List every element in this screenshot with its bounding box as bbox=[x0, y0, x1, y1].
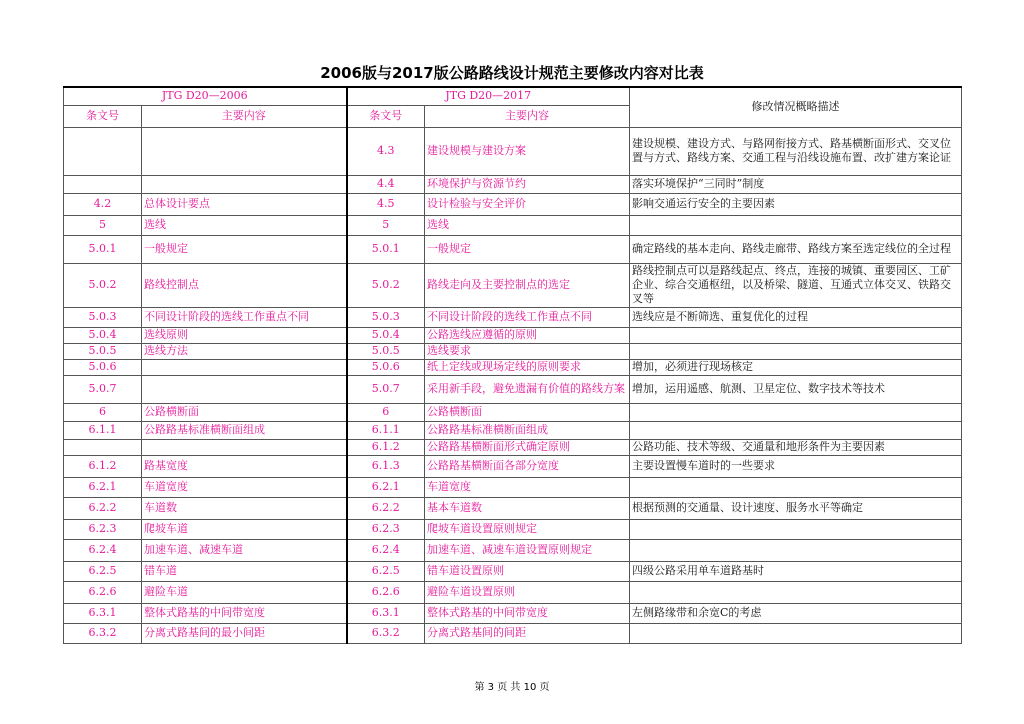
desc-cell: 公路功能、技术等级、交通量和地形条件为主要因素 bbox=[630, 439, 962, 455]
content-new-cell: 环境保护与资源节约 bbox=[425, 175, 630, 193]
content-old-cell: 错车道 bbox=[142, 561, 347, 581]
content-new-cell: 一般规定 bbox=[425, 235, 630, 263]
desc-cell bbox=[630, 215, 962, 235]
desc-cell: 落实环境保护“三同时”制度 bbox=[630, 175, 962, 193]
clause-old-cell: 6.2.3 bbox=[64, 519, 142, 539]
table-row bbox=[64, 235, 962, 263]
table-row bbox=[64, 603, 962, 623]
clause-old-cell bbox=[64, 175, 142, 193]
clause-new-cell: 5.0.4 bbox=[347, 327, 425, 343]
table-row bbox=[64, 327, 962, 343]
clause-old-cell: 6.2.2 bbox=[64, 497, 142, 519]
clause-new-cell: 6.3.2 bbox=[347, 623, 425, 643]
content-new-cell: 路线走向及主要控制点的选定 bbox=[425, 263, 630, 307]
content-old-cell: 公路横断面 bbox=[142, 403, 347, 421]
content-new-cell: 建设规模与建设方案 bbox=[425, 127, 630, 175]
content-old-cell: 爬坡车道 bbox=[142, 519, 347, 539]
content-old-cell: 选线 bbox=[142, 215, 347, 235]
clause-new-cell: 5.0.5 bbox=[347, 343, 425, 359]
content-old-cell: 车道数 bbox=[142, 497, 347, 519]
page-title: 2006版与2017版公路路线设计规范主要修改内容对比表 bbox=[320, 64, 704, 82]
table-row bbox=[64, 561, 962, 581]
desc-cell bbox=[630, 539, 962, 561]
header-desc: 修改情况概略描述 bbox=[630, 87, 962, 127]
content-new-cell: 选线 bbox=[425, 215, 630, 235]
table-row bbox=[64, 421, 962, 439]
content-old-cell bbox=[142, 439, 347, 455]
clause-old-cell: 5.0.5 bbox=[64, 343, 142, 359]
table-row bbox=[64, 343, 962, 359]
content-new-cell: 公路选线应遵循的原则 bbox=[425, 327, 630, 343]
desc-cell bbox=[630, 327, 962, 343]
table-row bbox=[64, 519, 962, 539]
content-new-cell: 整体式路基的中间带宽度 bbox=[425, 603, 630, 623]
clause-new-cell: 5.0.1 bbox=[347, 235, 425, 263]
content-old-cell: 分离式路基间的最小间距 bbox=[142, 623, 347, 643]
header-content-new: 主要内容 bbox=[425, 105, 630, 127]
content-old-cell: 避险车道 bbox=[142, 581, 347, 603]
clause-old-cell: 6 bbox=[64, 403, 142, 421]
header-row-standards bbox=[64, 87, 962, 105]
clause-old-cell: 6.2.1 bbox=[64, 477, 142, 497]
desc-cell bbox=[630, 519, 962, 539]
content-old-cell: 路线控制点 bbox=[142, 263, 347, 307]
header-content-old: 主要内容 bbox=[142, 105, 347, 127]
desc-cell: 路线控制点可以是路线起点、终点，连接的城镇、重要园区、工矿企业、综合交通枢纽，以及桥梁、隧道、互通式立体交叉、铁路交叉等 bbox=[630, 263, 962, 307]
table-row bbox=[64, 375, 962, 403]
clause-new-cell: 5.0.7 bbox=[347, 375, 425, 403]
page-footer: 第 3 页 共 10 页 bbox=[474, 682, 550, 693]
desc-cell bbox=[630, 403, 962, 421]
content-new-cell: 分离式路基间的间距 bbox=[425, 623, 630, 643]
content-new-cell: 爬坡车道设置原则规定 bbox=[425, 519, 630, 539]
clause-old-cell: 5 bbox=[64, 215, 142, 235]
content-new-cell: 不同设计阶段的选线工作重点不同 bbox=[425, 307, 630, 327]
clause-old-cell: 4.2 bbox=[64, 193, 142, 215]
desc-cell bbox=[630, 623, 962, 643]
header-clause-old: 条文号 bbox=[64, 105, 142, 127]
content-new-cell: 纸上定线或现场定线的原则要求 bbox=[425, 359, 630, 375]
clause-old-cell: 6.3.1 bbox=[64, 603, 142, 623]
content-new-cell: 加速车道、减速车道设置原则规定 bbox=[425, 539, 630, 561]
content-old-cell: 加速车道、减速车道 bbox=[142, 539, 347, 561]
desc-cell: 四级公路采用单车道路基时 bbox=[630, 561, 962, 581]
clause-new-cell: 6.1.1 bbox=[347, 421, 425, 439]
clause-old-cell bbox=[64, 439, 142, 455]
comparison-table bbox=[63, 86, 962, 644]
content-new-cell: 避险车道设置原则 bbox=[425, 581, 630, 603]
desc-cell: 主要设置慢车道时的一些要求 bbox=[630, 455, 962, 477]
clause-old-cell bbox=[64, 127, 142, 175]
content-new-cell: 公路路基横断面各部分宽度 bbox=[425, 455, 630, 477]
clause-old-cell: 5.0.1 bbox=[64, 235, 142, 263]
clause-new-cell: 4.4 bbox=[347, 175, 425, 193]
clause-new-cell: 6.2.2 bbox=[347, 497, 425, 519]
clause-new-cell: 6.2.4 bbox=[347, 539, 425, 561]
table-row bbox=[64, 175, 962, 193]
content-old-cell: 总体设计要点 bbox=[142, 193, 347, 215]
content-old-cell: 公路路基标准横断面组成 bbox=[142, 421, 347, 439]
desc-cell bbox=[630, 581, 962, 603]
desc-cell: 选线应是不断筛选、重复优化的过程 bbox=[630, 307, 962, 327]
header-clause-new: 条文号 bbox=[347, 105, 425, 127]
desc-cell bbox=[630, 343, 962, 359]
desc-cell: 影响交通运行安全的主要因素 bbox=[630, 193, 962, 215]
content-old-cell: 一般规定 bbox=[142, 235, 347, 263]
clause-new-cell: 6.1.3 bbox=[347, 455, 425, 477]
table-row bbox=[64, 307, 962, 327]
desc-cell: 建设规模、建设方式、与路网衔接方式、路基横断面形式、交叉位置与方式、路线方案、交通工程与沿线设施布置、改扩建方案论证 bbox=[630, 127, 962, 175]
content-old-cell: 不同设计阶段的选线工作重点不同 bbox=[142, 307, 347, 327]
clause-new-cell: 4.3 bbox=[347, 127, 425, 175]
table-row bbox=[64, 193, 962, 215]
content-old-cell: 选线原则 bbox=[142, 327, 347, 343]
header-std-old: JTG D20—2006 bbox=[64, 87, 347, 105]
clause-old-cell: 6.2.6 bbox=[64, 581, 142, 603]
content-old-cell bbox=[142, 359, 347, 375]
content-new-cell: 公路路基横断面形式确定原则 bbox=[425, 439, 630, 455]
table-row bbox=[64, 497, 962, 519]
table-row bbox=[64, 455, 962, 477]
content-old-cell: 车道宽度 bbox=[142, 477, 347, 497]
content-old-cell: 整体式路基的中间带宽度 bbox=[142, 603, 347, 623]
desc-cell: 增加，必须进行现场核定 bbox=[630, 359, 962, 375]
content-new-cell: 采用新手段，避免遗漏有价值的路线方案 bbox=[425, 375, 630, 403]
content-old-cell: 选线方法 bbox=[142, 343, 347, 359]
clause-new-cell: 6.2.5 bbox=[347, 561, 425, 581]
table-row bbox=[64, 359, 962, 375]
clause-new-cell: 5.0.2 bbox=[347, 263, 425, 307]
clause-new-cell: 5 bbox=[347, 215, 425, 235]
content-new-cell: 车道宽度 bbox=[425, 477, 630, 497]
clause-old-cell: 6.1.2 bbox=[64, 455, 142, 477]
desc-cell: 增加，运用遥感、航测、卫星定位、数字技术等技术 bbox=[630, 375, 962, 403]
desc-cell bbox=[630, 421, 962, 439]
content-new-cell: 公路路基标准横断面组成 bbox=[425, 421, 630, 439]
table-row bbox=[64, 439, 962, 455]
desc-cell: 根据预测的交通量、设计速度、服务水平等确定 bbox=[630, 497, 962, 519]
clause-old-cell: 6.2.4 bbox=[64, 539, 142, 561]
clause-old-cell: 5.0.2 bbox=[64, 263, 142, 307]
content-new-cell: 错车道设置原则 bbox=[425, 561, 630, 581]
table-row bbox=[64, 539, 962, 561]
content-new-cell: 公路横断面 bbox=[425, 403, 630, 421]
clause-new-cell: 5.0.3 bbox=[347, 307, 425, 327]
content-old-cell bbox=[142, 127, 347, 175]
table-row bbox=[64, 623, 962, 643]
content-old-cell bbox=[142, 375, 347, 403]
clause-old-cell: 5.0.3 bbox=[64, 307, 142, 327]
content-new-cell: 基本车道数 bbox=[425, 497, 630, 519]
table-row bbox=[64, 581, 962, 603]
table-row bbox=[64, 403, 962, 421]
table-row bbox=[64, 215, 962, 235]
clause-new-cell: 6.3.1 bbox=[347, 603, 425, 623]
table-row bbox=[64, 477, 962, 497]
clause-new-cell: 6.2.6 bbox=[347, 581, 425, 603]
table-row bbox=[64, 263, 962, 307]
clause-new-cell: 6 bbox=[347, 403, 425, 421]
clause-new-cell: 6.2.1 bbox=[347, 477, 425, 497]
clause-new-cell: 6.1.2 bbox=[347, 439, 425, 455]
clause-old-cell: 6.3.2 bbox=[64, 623, 142, 643]
clause-new-cell: 4.5 bbox=[347, 193, 425, 215]
content-new-cell: 设计检验与安全评价 bbox=[425, 193, 630, 215]
table-row bbox=[64, 127, 962, 175]
clause-old-cell: 5.0.7 bbox=[64, 375, 142, 403]
clause-new-cell: 5.0.6 bbox=[347, 359, 425, 375]
desc-cell bbox=[630, 477, 962, 497]
clause-old-cell: 5.0.4 bbox=[64, 327, 142, 343]
header-std-new: JTG D20—2017 bbox=[347, 87, 630, 105]
content-old-cell: 路基宽度 bbox=[142, 455, 347, 477]
desc-cell: 左侧路缘带和余宽C的考虑 bbox=[630, 603, 962, 623]
desc-cell: 确定路线的基本走向、路线走廊带、路线方案至选定线位的全过程 bbox=[630, 235, 962, 263]
content-new-cell: 选线要求 bbox=[425, 343, 630, 359]
clause-old-cell: 6.2.5 bbox=[64, 561, 142, 581]
clause-old-cell: 6.1.1 bbox=[64, 421, 142, 439]
content-old-cell bbox=[142, 175, 347, 193]
clause-old-cell: 5.0.6 bbox=[64, 359, 142, 375]
clause-new-cell: 6.2.3 bbox=[347, 519, 425, 539]
